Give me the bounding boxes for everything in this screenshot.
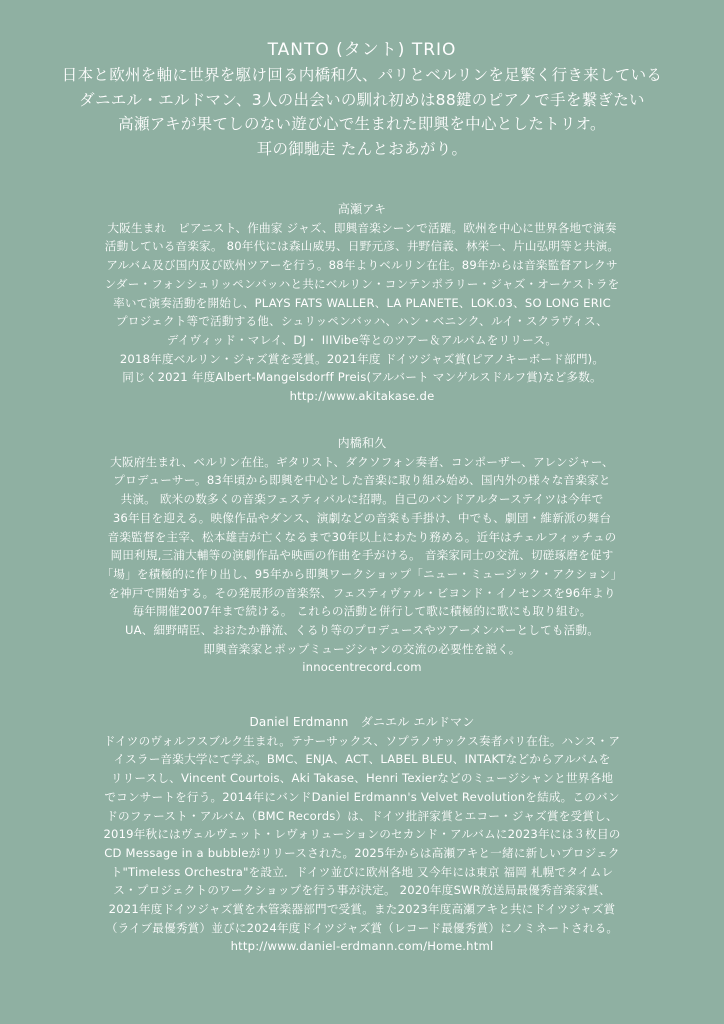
bio-line: リリースし、Vincent Courtois、Aki Takase、Henri Texierなどのミュージシャンと世界各地 [110,771,614,786]
intro-line: 高瀬アキが果てしのない遊び心で生まれた即興を中心としたトリオ。 [118,115,606,133]
bio-line: 2019年秋にはヴェルヴェット・レヴォリューションのセカンド・アルバムに2023年には３枚目の [103,827,621,842]
bio-line: 同じく2021 年度Albert-Mangelsdorff Preis(アルバート マンゲルスドルフ賞)など多数。 [122,370,602,385]
bio-line: 大阪府生まれ、ベルリン在住。ギタリスト、ダクソフォン奏者、コンポーザー、アレンジャー、 [110,454,614,469]
bio-line: 毎年開催2007年まで続ける。 これらの活動と併行して歌に積極的に歌にも取り組む。 [132,604,592,619]
trio-title: TANTO (タント) TRIO [267,40,457,60]
bio-line: UA、細野晴臣、おおたか静流、くるり等のプロデュースやツアーメンバーとしても活動。 [124,623,600,638]
bio-line: 音楽監督を主宰、松本雄吉が亡くなるまで30年以上にわたり務める。近年はチェルフィッチュの [107,529,617,544]
bio-line: プロジェクト等で活動する他、シュリッペンバッハ、ハン・ベニンク、ルイ・スクラヴィス、 [116,314,608,329]
bio-line: イスラー音楽大学にて学ぶ。BMC、ENJA、ACT、LABEL BLEU、INTAKTなどからアルバムを [113,752,611,767]
bio-line: ス・プロジェクトのワークショップを行う事が決定。 2020年度SWR放送局最優秀音楽家賞、 [113,883,611,898]
bio-name-erdmann: Daniel Erdmann ダニエル エルドマン [249,715,475,729]
bio-line: 「場」を積極的に作り出し、95年から即興ワークショップ「ニュー・ミュージック・アクション」 [101,566,623,581]
bio-line: 岡田利規,三浦大輔等の演劇作品や映画の作曲を手がける。 音楽家同士の交流、切磋琢磨を促す [110,548,614,563]
bio-line: CD Message in a bubbleがリリースされた。2025年からは高瀬アキと一緒に新しいプロジェク [104,845,620,860]
bio-website-link[interactable]: http://www.daniel-erdmann.com/Home.html [230,939,494,954]
bio-line: 2021年度ドイツジャズ賞を木管楽器部門で受賞。また2023年度高瀬アキと共にドイツジャズ賞 [108,902,616,917]
bio-line: アルバム及び国内及び欧州ツアーを行う。88年よりベルリン在住。89年からは音楽監督アレクサ [106,258,618,273]
bio-line: 大阪生まれ ピアニスト、作曲家 ジャズ、即興音楽シーンで活躍。欧州を中心に世界各地で演奏 [107,220,617,235]
bio-line: を神戸で開始する。その発展形の音楽祭、フェスティヴァル・ビヨンド・イノセンスを96年より [108,585,616,600]
bio-name-takase: 高瀬アキ [337,202,387,216]
bio-line: プロデューサー。83年頃から即興を中心とした音楽に取り組み始め、国内外の様々な音楽家と [113,473,611,488]
bio-line: ト"Timeless Orchestra"を設立．ドイツ並びに欧州各地 又今年には東京 福岡 札幌でタイムレ [110,864,614,879]
bio-line: デイヴィッド・マレイ、DJ・ IIIVibe等とのツアー＆アルバムをリリース。 [166,332,558,347]
bio-takase [0,200,724,406]
bio-line: ンダー・フォンシュリッペンバッハと共にベルリン・コンテンポラリー・ジャズ・オーケストラを [104,276,620,291]
bio-line: ドイツのヴォルフスブルク生まれ。テナーサックス、ソプラノサックス奏者パリ在住。ハンス・ア [103,733,621,748]
bio-line: 2018年度ベルリン・ジャズ賞を受賞。2021年度 ドイツジャズ賞(ピアノキーボード部門)。 [119,351,605,366]
bio-uchihashi [0,434,724,677]
bio-line: でコンサートを行う。2014年にバンドDaniel Erdmann's Velvet Revolutionを結成。このバン [104,789,620,804]
bio-website-link[interactable]: innocentrecord.com [302,660,422,675]
bio-line: ドのファースト・アルバム（BMC Records）は、ドイツ批評家賞とエコー・ジャズ賞を受賞し、 [106,808,618,823]
bio-line: （ライブ最優秀賞）並びに2024年度ドイツジャズ賞（レコード最優秀賞）にノミネートされる。 [105,920,619,935]
bio-line: 率いて演奏活動を開始し、PLAYS FATS WALLER、LA PLANETE、LOK.03、SO LONG ERIC [113,295,611,310]
bio-line: 共演。 欧米の数多くの音楽フェスティバルに招聘。自己のバンドアルターステイツは今年で [120,492,604,507]
bio-line: 即興音楽家とポップミュージシャンの交流の必要性を説く。 [203,641,521,656]
intro-section [0,38,724,161]
bio-line: 36年目を迎える。映像作品やダンス、演劇などの音楽も手掛け、中でも、劇団・維新派の舞台 [112,510,612,525]
bio-website-link[interactable]: http://www.akitakase.de [289,389,435,404]
bio-erdmann [0,713,724,956]
intro-line: 日本と欧州を軸に世界を駆け回る内橋和久、パリとベルリンを足繁く行き来している [61,66,663,84]
intro-line: 耳の御馳走 たんとおあがり。 [256,139,468,158]
intro-line: ダニエル・エルドマン、3人の出会いの馴れ初めは88鍵のピアノで手を繋ぎたい [79,90,645,109]
bio-name-uchihashi: 内橋和久 [337,436,387,450]
bio-line: 活動している音楽家。 80年代には森山威男、日野元彦、井野信義、林栄一、片山弘明等と共演。 [104,239,620,254]
